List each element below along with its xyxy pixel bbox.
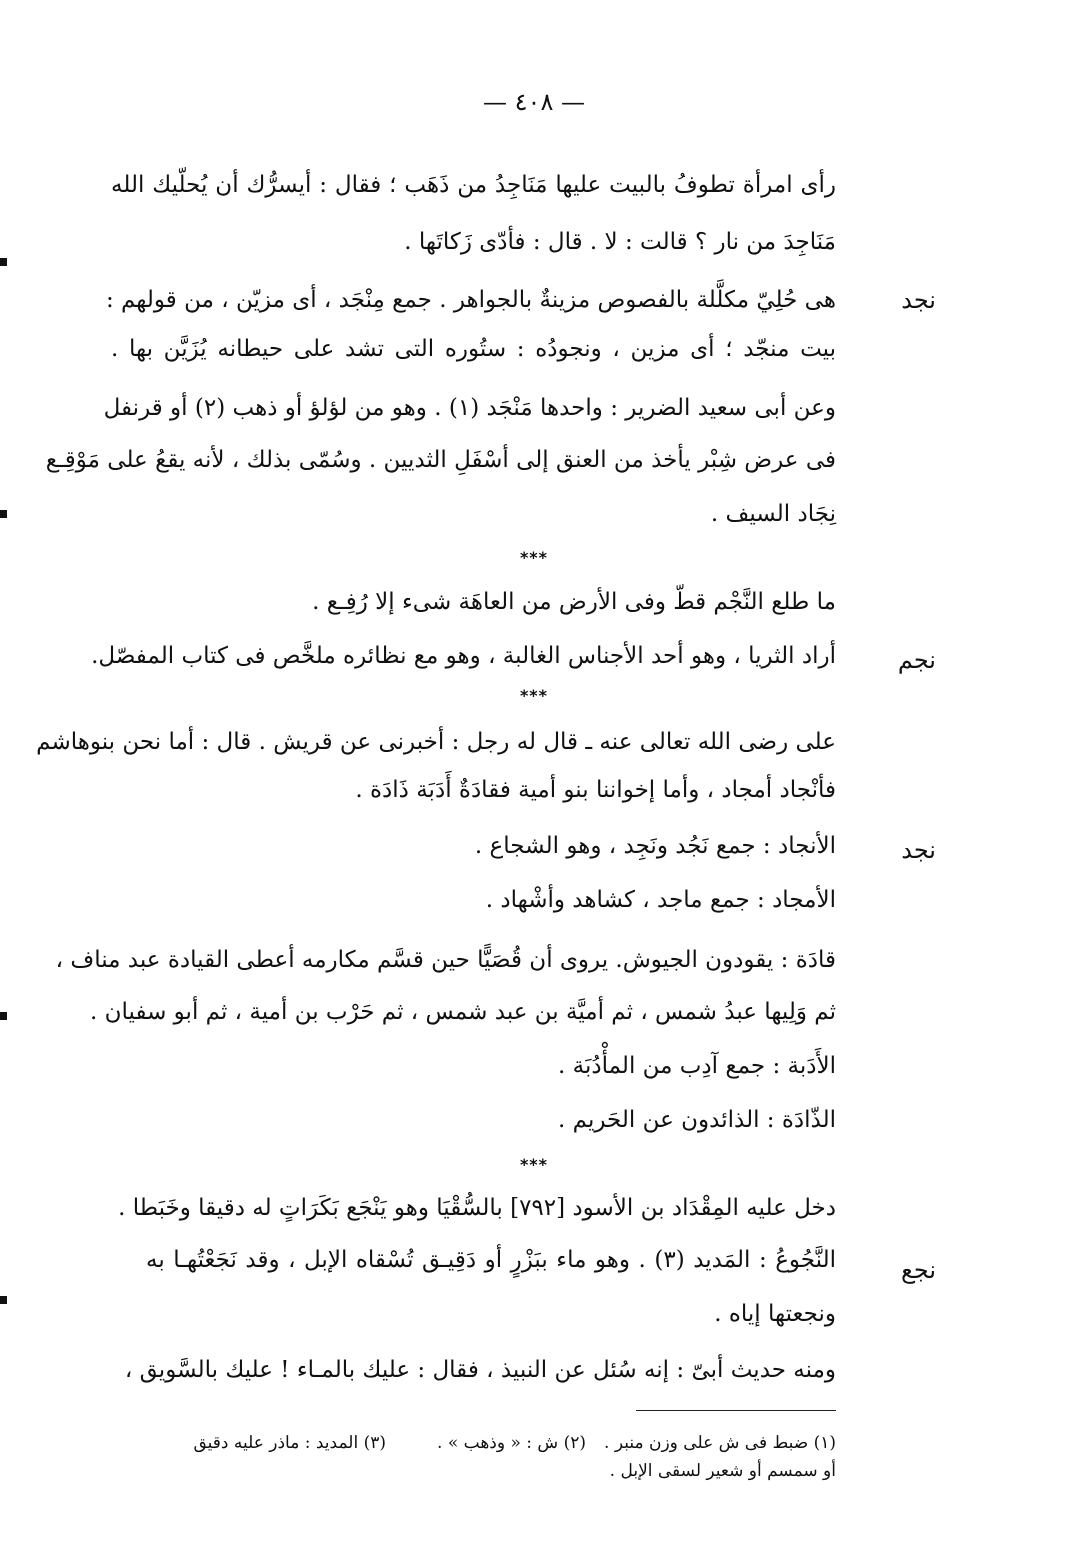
footnote-3: (٣) المديد : ماذر عليه دقيق	[193, 1433, 386, 1453]
text-line: وعن أبى سعيد الضرير : واحدها مَنْجَد (١) . وهو من لؤلؤ أو ذهب (٢) أو قرنفل	[103, 395, 836, 421]
margin-headword: نجع	[901, 1256, 936, 1284]
footnote-1: (١) ضبط فى ش على وزن منبر .	[604, 1433, 836, 1453]
scan-edge-mark	[0, 1012, 7, 1020]
section-separator: ***	[519, 548, 549, 567]
section-separator: ***	[519, 1155, 549, 1174]
text-line: النَّجُوعُ : المَديد (٣) . وهو ماء ببَزْرٍ أو دَقِيـق تُسْقاه الإبل ، وقد نَجَعْتُهـا به	[146, 1247, 836, 1273]
text-line: فأنْجاد أمجاد ، وأما إخواننا بنو أمية فقادَةٌ أَدَبَة ذَادَة .	[355, 777, 836, 803]
text-line: أراد الثريا ، وهو أحد الأجناس الغالبة ، وهو مع نظائره ملخَّص فى كتاب المفصّل.	[91, 643, 836, 669]
section-separator: ***	[519, 686, 549, 705]
text-line: دخل عليه المِقْدَاد بن الأسود [٧٩٢] بالسُّقْيَا وهو يَنْجَع بَكَرَاتٍ له دقيقا وخَبَطا .	[118, 1195, 836, 1221]
text-line: الذّادَة : الذائدون عن الحَريم .	[558, 1107, 836, 1133]
text-line: ونجعتها إياه .	[714, 1301, 836, 1327]
text-line: ثم وَلِيها عبدُ شمس ، ثم أميَّة بن عبد شمس ، ثم حَرْب بن أمية ، ثم أبو سفيان .	[89, 999, 836, 1025]
text-line: الأنجاد : جمع نَجُد ونَجِد ، وهو الشجاع .	[474, 833, 836, 859]
text-line: مَنَاجِدَ من نار ؟ قالت : لا . قال : فأدّى زَكاتَها .	[404, 229, 836, 255]
text-line: فى عرض شِبْر يأخذ من العنق إلى أسْفَلِ الثديين . وسُمّى بذلك ، لأنه يقعُ على مَوْقِـع	[45, 447, 836, 473]
text-line: على رضى الله تعالى عنه ـ قال له رجل : أخبرنى عن قريش . قال : أما نحن بنوهاشم	[36, 729, 836, 755]
text-line: هى حُلِيّ مكلَّلة بالفصوص مزينةٌ بالجواهر . جمع مِنْجَد ، أى مزيّن ، من قولهم :	[105, 287, 836, 313]
text-line: الأَدَبة : جمع آدِب من المأْدُبَة .	[558, 1053, 836, 1079]
margin-headword: نجم	[897, 646, 936, 674]
text-line: الأمجاد : جمع ماجد ، كشاهد وأشْهاد .	[485, 887, 836, 913]
footnote-2: (٢) ش : « وذهب » .	[437, 1433, 586, 1453]
text-line: بيت منجّد ؛ أى مزين ، ونجودُه : ستُوره التى تشد على حيطانه يُزَيَّن بها .	[111, 336, 836, 362]
scan-edge-mark	[0, 1296, 7, 1304]
scan-edge-mark	[0, 258, 7, 266]
margin-headword: نجد	[901, 286, 936, 314]
footnote-rule	[636, 1410, 836, 1411]
page-number: — ٤٠٨ —	[483, 88, 585, 116]
text-line: ومنه حديث أبىّ : إنه سُئل عن النبيذ ، فقال : عليك بالمـاء ! عليك بالسَّويق ،	[124, 1357, 836, 1383]
scan-edge-mark	[0, 510, 7, 518]
text-line: قادَة : يقودون الجيوش. يروى أن قُصَيًّا حين قسَّم مكارمه أعطى القيادة عبد مناف ،	[55, 947, 836, 973]
footnote-line	[111, 1430, 836, 1456]
text-line: ما طلع النَّجْم قطّ وفى الأرض من العاهَة شىء إلا رُفِـع .	[312, 589, 836, 615]
footnote-continuation: أو سمسم أو شعير لسقى الإبل .	[609, 1461, 836, 1481]
text-line: نِجَاد السيف .	[710, 501, 836, 527]
margin-headword: نجد	[901, 836, 936, 864]
text-line: رأى امرأة تطوفُ بالبيت عليها مَنَاجِدُ من ذَهَب ؛ فقال : أيسرُّك أن يُحلّيك الله	[111, 172, 836, 198]
